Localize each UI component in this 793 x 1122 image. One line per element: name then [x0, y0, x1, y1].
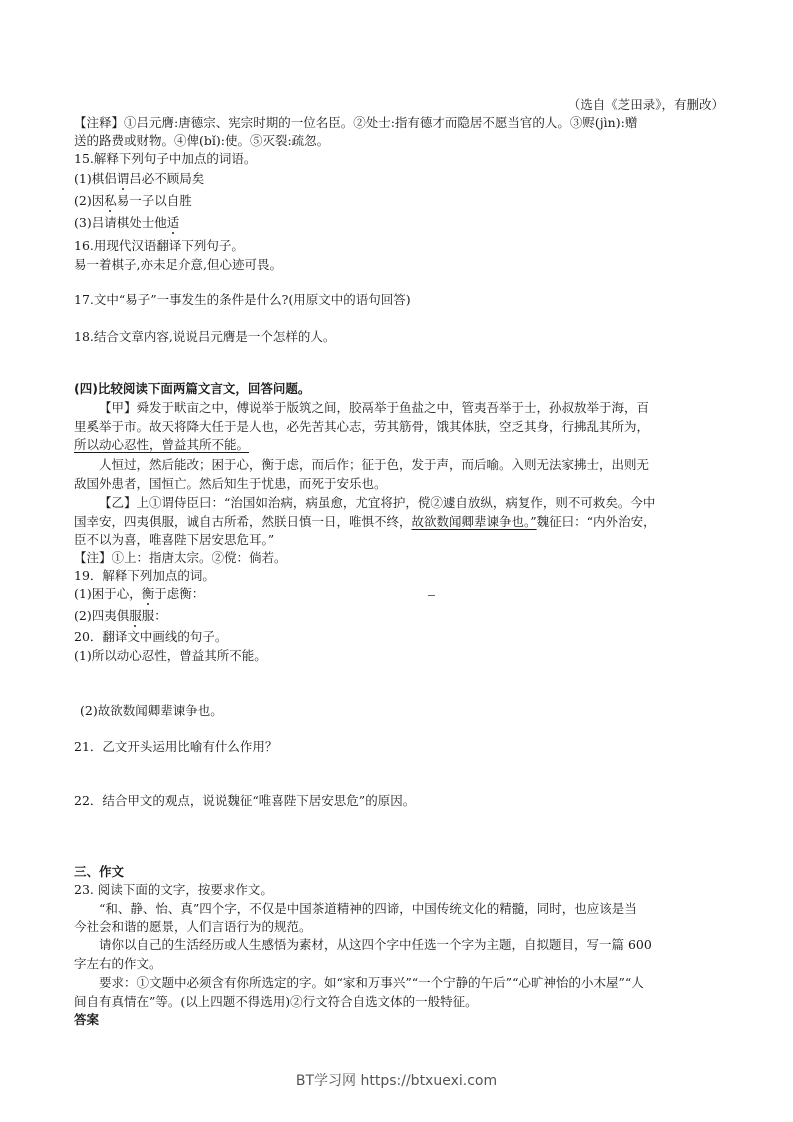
essay-prompt-line-3: 请你以自己的生活经历或人生感悟为素材，从这四个字中任选一个字为主题，自拟题目，写一篇 600 [99, 937, 652, 952]
dotted-word: 私 [104, 193, 117, 208]
essay-requirement-line-1: 要求：①文题中必须含有你所选定的字。如“家和万事兴”“一个宁静的午后”“心旷神怡的小木屋”“人 [99, 975, 644, 990]
question-15-item-1 [74, 170, 204, 188]
passage-note: 【注】①上：指唐太宗。②傥：倘若。 [74, 550, 287, 565]
passage-jia-line-2: 里奚举于市。故天将降大任于是人也，必先苦其心志，劳其筋骨，饿其体肤，空乏其身，行拂乱其所为， [74, 419, 650, 434]
item-text: 于虑衡： [154, 586, 205, 601]
annotation-line-2: 送的路费或财物。④俾(bǐ):使。⑤灭裂:疏忽。 [74, 133, 330, 148]
section-4-heading: (四)比较阅读下面两篇文言文，回答问题。 [74, 381, 311, 396]
stray-dash-mark [428, 595, 435, 596]
question-17: 17.文中“易子”一事发生的条件是什么?(用原文中的语句回答) [74, 292, 411, 307]
question-22: 22．结合甲文的观点，说说魏征“唯喜陛下居安思危”的原因。 [74, 793, 416, 808]
item-text: (3)吕请棋处士他 [74, 215, 167, 230]
question-21: 21．乙文开头运用比喻有什么作用？ [74, 739, 278, 754]
passage-jia-underlined-sentence: 所以动心忍性，曾益其所不能。 [74, 437, 250, 452]
question-19-stem: 19．解释下列加点的词。 [74, 568, 215, 583]
question-15-item-2 [74, 192, 192, 210]
passage-text: 魏征曰：“内外治安， [536, 514, 656, 529]
underlined-sentence: 故欲数闻卿辈谏争也。” [411, 514, 537, 529]
watermark-footer: BT学习网 https://btxuexi.com [295, 1073, 498, 1089]
source-note: （选自《芝田录》，有删改） [567, 97, 724, 112]
answer-heading: 答案 [74, 1012, 100, 1027]
question-20-stem: 20．翻译文中画线的句子。 [74, 629, 228, 644]
item-text: (2)因 [74, 193, 105, 208]
item-text: (1)困于心， [74, 586, 142, 601]
question-23-stem: 23. 阅读下面的文字，按要求作文。 [74, 882, 273, 897]
item-text: 服： [141, 608, 167, 623]
section-3-heading: 三、作文 [74, 864, 125, 879]
passage-yi-line-1: 【乙】上①谓侍臣曰：“治国如治病，病虽愈，尤宜将护，傥②遽自放纵，病复作，则不可救矣。今中 [99, 495, 656, 510]
dotted-word: 服 [129, 608, 142, 623]
question-15-item-3 [74, 214, 179, 232]
item-text: 吕必不顾局矣 [129, 171, 205, 186]
item-text: (2)四夷俱 [74, 608, 130, 623]
passage-jia-line-1: 【甲】舜发于畎亩之中，傅说举于版筑之间，胶鬲举于鱼盐之中，管夷吾举于士，孙叔敖举于海，百 [99, 400, 650, 415]
essay-prompt-line-1: “和、静、怡、真”四个字，不仅是中国茶道精神的四谛，中国传统文化的精髓，同时，也应该是当 [99, 901, 637, 916]
passage-text: 国幸安，四夷俱服，诚自古所希，然朕日慎一日，唯惧不终， [74, 514, 412, 529]
dotted-word: 谓 [116, 171, 130, 186]
question-20-item-1: (1)所以动心忍性，曾益其所不能。 [74, 648, 267, 663]
question-15-stem: 15.解释下列句子中加点的词语。 [74, 151, 257, 166]
dotted-word: 衡 [141, 586, 155, 601]
essay-requirement-line-2: 间自有真情在”等。(以上四题不得选用)②行文符合自选文体的一般特征。 [74, 994, 478, 1009]
question-16-stem: 16.用现代汉语翻译下列句子。 [74, 238, 244, 253]
item-text: (1)棋侣 [74, 171, 117, 186]
item-text: 易一子以自胜 [116, 193, 192, 208]
question-20-item-2: (2)故欲数闻卿辈谏争也。 [80, 703, 223, 718]
dotted-word: 适 [166, 215, 180, 230]
question-18: 18.结合文章内容,说说吕元膺是一个怎样的人。 [74, 329, 336, 344]
passage-yi-line-3: 臣不以为喜，唯喜陛下居安思危耳。” [74, 532, 275, 547]
question-19-item-1 [74, 585, 204, 603]
essay-prompt-line-2: 今社会和谐的愿景，人们言语行为的规范。 [74, 919, 312, 934]
annotation-line-1: 【注释】①吕元膺:唐德宗、宪宗时期的一位名臣。②处士:指有德才而隐居不愿当官的人。③赆(jìn):赠 [74, 115, 638, 130]
question-16-sentence: 易一着棋子,亦未足介意,但心迹可畏。 [74, 257, 282, 272]
passage-jia-line-5: 敌国外患者，国恒亡。然后知生于忧患，而死于安乐也。 [74, 476, 387, 491]
essay-prompt-line-4: 字左右的作文。 [74, 956, 162, 971]
passage-yi-line-2 [74, 513, 656, 531]
passage-jia-line-4: 人恒过，然后能改；困于心，衡于虑，而后作；征于色，发于声，而后喻。入则无法家拂士，出则无 [99, 457, 650, 472]
question-19-item-2 [74, 607, 167, 625]
